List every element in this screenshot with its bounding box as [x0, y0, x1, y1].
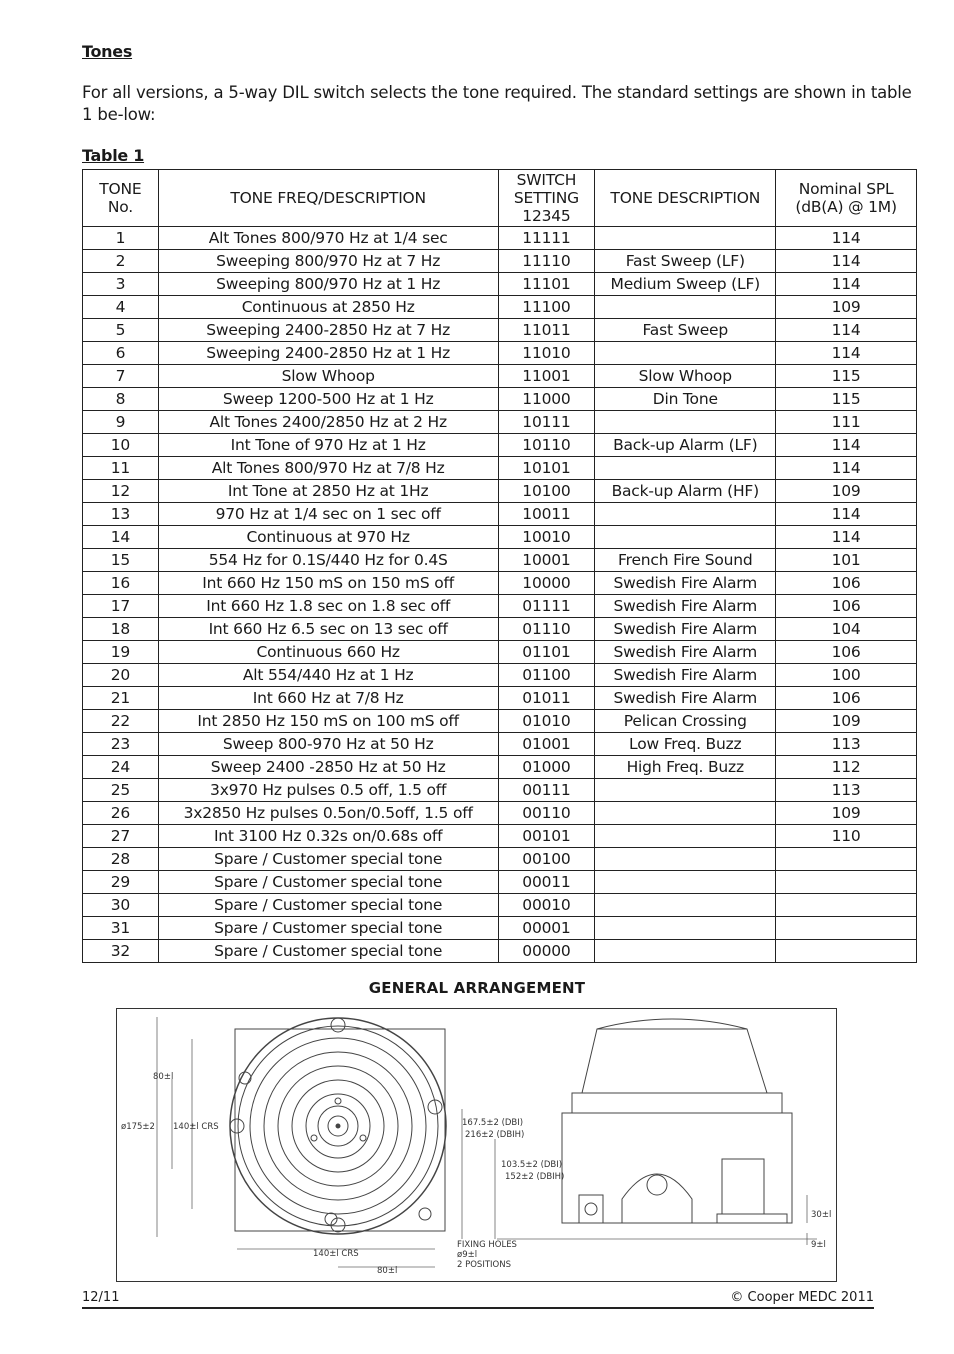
cell-tone-no: 29	[83, 871, 159, 894]
cell-tone-description	[595, 802, 776, 825]
cell-nominal-spl: 110	[776, 825, 917, 848]
cell-switch-setting: 01010	[498, 710, 595, 733]
cell-switch-setting: 00001	[498, 917, 595, 940]
table-row	[83, 319, 917, 342]
header-nominal-spl: Nominal SPL (dB(A) @ 1M)	[776, 170, 917, 227]
table-row	[83, 296, 917, 319]
cell-switch-setting: 00110	[498, 802, 595, 825]
cell-switch-setting: 11100	[498, 296, 595, 319]
table-row	[83, 549, 917, 572]
cell-nominal-spl: 113	[776, 779, 917, 802]
cell-tone-no: 11	[83, 457, 159, 480]
cell-tone-freq: 3x970 Hz pulses 0.5 off, 1.5 off	[158, 779, 498, 802]
cell-switch-setting: 10011	[498, 503, 595, 526]
cell-nominal-spl: 106	[776, 572, 917, 595]
dim-9: 9±l	[811, 1240, 826, 1250]
cell-tone-no: 20	[83, 664, 159, 687]
table-row	[83, 871, 917, 894]
cell-tone-freq: Continuous 660 Hz	[158, 641, 498, 664]
cell-switch-setting: 11011	[498, 319, 595, 342]
cell-tone-no: 25	[83, 779, 159, 802]
cell-tone-freq: 3x2850 Hz pulses 0.5on/0.5off, 1.5 off	[158, 802, 498, 825]
dim-152: 152±2 (DBIH)	[505, 1172, 565, 1182]
table-row	[83, 365, 917, 388]
cell-tone-freq: Spare / Customer special tone	[158, 871, 498, 894]
cell-nominal-spl	[776, 848, 917, 871]
cell-nominal-spl: 114	[776, 273, 917, 296]
cell-tone-description: Din Tone	[595, 388, 776, 411]
cell-tone-description	[595, 342, 776, 365]
cell-tone-freq: Slow Whoop	[158, 365, 498, 388]
cell-tone-description	[595, 457, 776, 480]
cell-nominal-spl: 112	[776, 756, 917, 779]
cell-tone-no: 4	[83, 296, 159, 319]
cell-tone-description: Swedish Fire Alarm	[595, 664, 776, 687]
cell-switch-setting: 10111	[498, 411, 595, 434]
dim-80-top: 80±l	[153, 1072, 174, 1082]
cell-nominal-spl: 106	[776, 595, 917, 618]
cell-tone-freq: 970 Hz at 1/4 sec on 1 sec off	[158, 503, 498, 526]
cell-tone-description: Low Freq. Buzz	[595, 733, 776, 756]
cell-switch-setting: 10101	[498, 457, 595, 480]
cell-switch-setting: 10110	[498, 434, 595, 457]
cell-tone-no: 32	[83, 940, 159, 963]
cell-tone-description: Swedish Fire Alarm	[595, 687, 776, 710]
cell-tone-freq: Sweeping 2400-2850 Hz at 1 Hz	[158, 342, 498, 365]
cell-nominal-spl: 114	[776, 227, 917, 250]
table-row	[83, 434, 917, 457]
footer-date: 12/11	[82, 1290, 120, 1305]
cell-switch-setting: 00000	[498, 940, 595, 963]
table-row	[83, 940, 917, 963]
table-row	[83, 480, 917, 503]
dim-80-bottom: 80±l	[377, 1266, 398, 1276]
table-row	[83, 618, 917, 641]
cell-nominal-spl: 109	[776, 802, 917, 825]
cell-tone-description: Swedish Fire Alarm	[595, 641, 776, 664]
cell-switch-setting: 10001	[498, 549, 595, 572]
dim-103: 103.5±2 (DBI)	[501, 1160, 563, 1170]
table-row	[83, 710, 917, 733]
cell-tone-no: 6	[83, 342, 159, 365]
cell-nominal-spl: 111	[776, 411, 917, 434]
dim-216: 216±2 (DBIH)	[465, 1130, 525, 1140]
cell-tone-freq: Sweep 1200-500 Hz at 1 Hz	[158, 388, 498, 411]
cell-switch-setting: 11010	[498, 342, 595, 365]
cell-switch-setting: 01101	[498, 641, 595, 664]
cell-tone-no: 18	[83, 618, 159, 641]
fixing-holes-label: FIXING HOLES	[457, 1240, 517, 1250]
cell-tone-description: Swedish Fire Alarm	[595, 572, 776, 595]
cell-tone-freq: Int 660 Hz 6.5 sec on 13 sec off	[158, 618, 498, 641]
table-row	[83, 894, 917, 917]
cell-tone-no: 15	[83, 549, 159, 572]
table-row	[83, 227, 917, 250]
cell-tone-no: 21	[83, 687, 159, 710]
cell-tone-freq: 554 Hz for 0.1S/440 Hz for 0.4S	[158, 549, 498, 572]
cell-tone-freq: Sweep 800-970 Hz at 50 Hz	[158, 733, 498, 756]
tone-table	[82, 169, 917, 963]
cell-tone-freq: Spare / Customer special tone	[158, 848, 498, 871]
cell-tone-no: 19	[83, 641, 159, 664]
general-arrangement-drawing	[116, 1008, 837, 1282]
dim-140-bottom: 140±l CRS	[313, 1249, 359, 1259]
cell-nominal-spl: 106	[776, 641, 917, 664]
header-switch-setting: SWITCH SETTING 12345	[498, 170, 595, 227]
footer-copyright: © Cooper MEDC 2011	[730, 1290, 874, 1305]
cell-switch-setting: 11101	[498, 273, 595, 296]
cell-tone-freq: Int 660 Hz 150 mS on 150 mS off	[158, 572, 498, 595]
cell-tone-freq: Sweep 2400 -2850 Hz at 50 Hz	[158, 756, 498, 779]
cell-tone-no: 14	[83, 526, 159, 549]
dim-140-crs: 140±l CRS	[173, 1122, 219, 1132]
cell-tone-description: Back-up Alarm (HF)	[595, 480, 776, 503]
cell-tone-description	[595, 779, 776, 802]
table-row	[83, 641, 917, 664]
table-row	[83, 526, 917, 549]
cell-switch-setting: 01001	[498, 733, 595, 756]
cell-nominal-spl: 114	[776, 434, 917, 457]
cell-nominal-spl	[776, 940, 917, 963]
cell-tone-freq: Sweeping 2400-2850 Hz at 7 Hz	[158, 319, 498, 342]
header-tone-freq: TONE FREQ/DESCRIPTION	[158, 170, 498, 227]
side-view	[562, 1019, 792, 1223]
cell-tone-description: Back-up Alarm (LF)	[595, 434, 776, 457]
fixing-holes-positions: 2 POSITIONS	[457, 1260, 511, 1270]
cell-tone-description	[595, 503, 776, 526]
cell-tone-freq: Int 2850 Hz 150 mS on 100 mS off	[158, 710, 498, 733]
cell-tone-no: 23	[83, 733, 159, 756]
cell-tone-freq: Spare / Customer special tone	[158, 917, 498, 940]
cell-tone-no: 24	[83, 756, 159, 779]
table-row	[83, 595, 917, 618]
cell-tone-description	[595, 227, 776, 250]
table-title: Table 1	[82, 146, 145, 165]
drawing-title: GENERAL ARRANGEMENT	[368, 979, 586, 997]
table-row	[83, 250, 917, 273]
cell-nominal-spl: 114	[776, 250, 917, 273]
footer-rule	[82, 1307, 874, 1309]
cell-tone-freq: Int 660 Hz at 7/8 Hz	[158, 687, 498, 710]
cell-tone-freq: Continuous at 2850 Hz	[158, 296, 498, 319]
cell-switch-setting: 01100	[498, 664, 595, 687]
cell-nominal-spl: 114	[776, 457, 917, 480]
table-row	[83, 756, 917, 779]
cell-tone-description	[595, 917, 776, 940]
cell-tone-no: 12	[83, 480, 159, 503]
cell-switch-setting: 11001	[498, 365, 595, 388]
drawing-svg	[117, 1009, 838, 1283]
cell-tone-no: 10	[83, 434, 159, 457]
cell-tone-description: Slow Whoop	[595, 365, 776, 388]
table-body	[83, 227, 917, 963]
cell-tone-no: 17	[83, 595, 159, 618]
cell-tone-no: 3	[83, 273, 159, 296]
cell-tone-no: 22	[83, 710, 159, 733]
cell-switch-setting: 00101	[498, 825, 595, 848]
cell-switch-setting: 10000	[498, 572, 595, 595]
cell-tone-no: 28	[83, 848, 159, 871]
cell-nominal-spl	[776, 894, 917, 917]
cell-nominal-spl: 109	[776, 480, 917, 503]
cell-tone-description: Medium Sweep (LF)	[595, 273, 776, 296]
table-row	[83, 687, 917, 710]
cell-tone-freq: Int 3100 Hz 0.32s on/0.68s off	[158, 825, 498, 848]
table-row	[83, 802, 917, 825]
cell-tone-description	[595, 848, 776, 871]
front-view	[230, 1018, 446, 1234]
cell-nominal-spl: 106	[776, 687, 917, 710]
cell-tone-description: French Fire Sound	[595, 549, 776, 572]
cell-tone-freq: Spare / Customer special tone	[158, 940, 498, 963]
cell-tone-no: 31	[83, 917, 159, 940]
cell-nominal-spl: 114	[776, 319, 917, 342]
cell-tone-freq: Continuous at 970 Hz	[158, 526, 498, 549]
cell-tone-no: 1	[83, 227, 159, 250]
cell-tone-description	[595, 296, 776, 319]
header-tone-description: TONE DESCRIPTION	[595, 170, 776, 227]
cell-switch-setting: 01011	[498, 687, 595, 710]
cell-switch-setting: 00111	[498, 779, 595, 802]
fixing-holes-diameter: ø9±l	[457, 1250, 478, 1260]
cell-switch-setting: 10010	[498, 526, 595, 549]
cell-tone-description: Pelican Crossing	[595, 710, 776, 733]
table-row	[83, 825, 917, 848]
cell-tone-no: 9	[83, 411, 159, 434]
cell-switch-setting: 11000	[498, 388, 595, 411]
cell-tone-freq: Alt 554/440 Hz at 1 Hz	[158, 664, 498, 687]
cell-nominal-spl: 114	[776, 342, 917, 365]
cell-switch-setting: 01000	[498, 756, 595, 779]
cell-nominal-spl	[776, 917, 917, 940]
cell-nominal-spl: 101	[776, 549, 917, 572]
table-row	[83, 733, 917, 756]
cell-nominal-spl: 115	[776, 365, 917, 388]
cell-tone-no: 16	[83, 572, 159, 595]
cell-switch-setting: 00100	[498, 848, 595, 871]
cell-tone-no: 2	[83, 250, 159, 273]
table-header-row	[83, 170, 917, 227]
cell-tone-description	[595, 871, 776, 894]
cell-tone-no: 27	[83, 825, 159, 848]
header-tone-no: TONE No.	[83, 170, 159, 227]
dim-167: 167.5±2 (DBI)	[462, 1118, 524, 1128]
cell-nominal-spl: 100	[776, 664, 917, 687]
cell-tone-description	[595, 526, 776, 549]
intro-paragraph: For all versions, a 5-way DIL switch selects the tone required. The standard settings are shown in table 1 be-low:	[82, 83, 912, 124]
cell-switch-setting: 11111	[498, 227, 595, 250]
cell-tone-description: Swedish Fire Alarm	[595, 595, 776, 618]
cell-nominal-spl: 114	[776, 526, 917, 549]
cell-tone-description	[595, 894, 776, 917]
cell-tone-freq: Sweeping 800/970 Hz at 7 Hz	[158, 250, 498, 273]
cell-tone-no: 8	[83, 388, 159, 411]
dim-30: 30±l	[811, 1210, 832, 1220]
cell-tone-description: Swedish Fire Alarm	[595, 618, 776, 641]
cell-nominal-spl: 113	[776, 733, 917, 756]
cell-nominal-spl: 114	[776, 503, 917, 526]
cell-tone-freq: Alt Tones 2400/2850 Hz at 2 Hz	[158, 411, 498, 434]
table-row	[83, 917, 917, 940]
cell-tone-description	[595, 825, 776, 848]
cell-nominal-spl: 115	[776, 388, 917, 411]
cell-nominal-spl	[776, 871, 917, 894]
cell-tone-freq: Int 660 Hz 1.8 sec on 1.8 sec off	[158, 595, 498, 618]
table-row	[83, 848, 917, 871]
cell-nominal-spl: 104	[776, 618, 917, 641]
table-row	[83, 664, 917, 687]
cell-tone-freq: Spare / Customer special tone	[158, 894, 498, 917]
cell-nominal-spl: 109	[776, 296, 917, 319]
cell-tone-no: 26	[83, 802, 159, 825]
section-heading: Tones	[82, 42, 133, 61]
cell-tone-description: High Freq. Buzz	[595, 756, 776, 779]
table-row	[83, 779, 917, 802]
cell-tone-no: 7	[83, 365, 159, 388]
cell-tone-description: Fast Sweep	[595, 319, 776, 342]
cell-tone-freq: Alt Tones 800/970 Hz at 7/8 Hz	[158, 457, 498, 480]
cell-switch-setting: 00010	[498, 894, 595, 917]
cell-switch-setting: 00011	[498, 871, 595, 894]
table-row	[83, 388, 917, 411]
cell-tone-description: Fast Sweep (LF)	[595, 250, 776, 273]
cell-tone-description	[595, 411, 776, 434]
cell-tone-no: 5	[83, 319, 159, 342]
cell-tone-freq: Sweeping 800/970 Hz at 1 Hz	[158, 273, 498, 296]
cell-tone-freq: Int Tone of 970 Hz at 1 Hz	[158, 434, 498, 457]
cell-nominal-spl: 109	[776, 710, 917, 733]
cell-tone-description	[595, 940, 776, 963]
table-row	[83, 411, 917, 434]
table-row	[83, 572, 917, 595]
table-row	[83, 273, 917, 296]
cell-tone-no: 13	[83, 503, 159, 526]
cell-tone-freq: Alt Tones 800/970 Hz at 1/4 sec	[158, 227, 498, 250]
cell-tone-freq: Int Tone at 2850 Hz at 1Hz	[158, 480, 498, 503]
table-row	[83, 457, 917, 480]
cell-switch-setting: 01110	[498, 618, 595, 641]
table-row	[83, 342, 917, 365]
cell-switch-setting: 11110	[498, 250, 595, 273]
cell-switch-setting: 10100	[498, 480, 595, 503]
cell-tone-no: 30	[83, 894, 159, 917]
table-row	[83, 503, 917, 526]
cell-switch-setting: 01111	[498, 595, 595, 618]
dim-175: ø175±2	[121, 1122, 155, 1132]
